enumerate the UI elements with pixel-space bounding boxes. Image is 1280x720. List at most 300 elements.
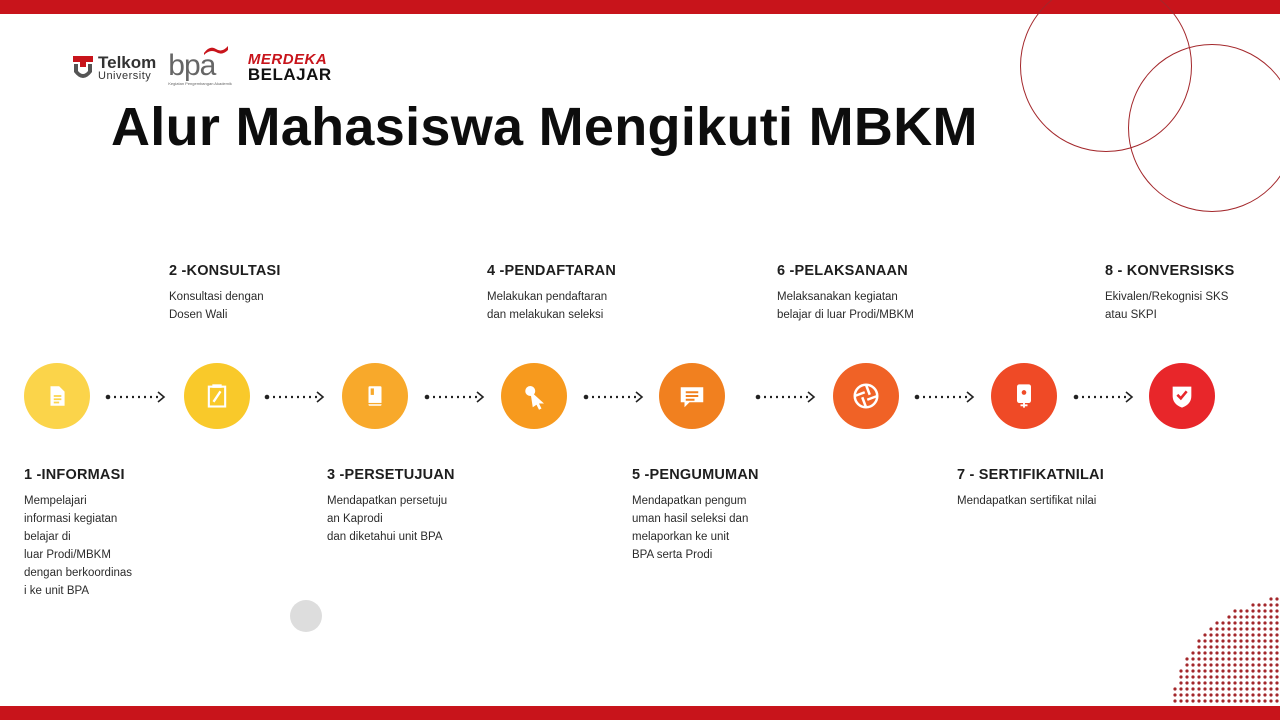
pattern-dot xyxy=(1257,669,1260,672)
pattern-dot xyxy=(1191,681,1194,684)
pattern-dot xyxy=(1209,675,1212,678)
dotted-arrow-icon xyxy=(1073,389,1135,405)
step-8-circle xyxy=(1149,363,1215,429)
pattern-dot xyxy=(1257,645,1260,648)
pattern-dot xyxy=(1185,681,1188,684)
pattern-dot xyxy=(1269,639,1272,642)
pattern-dot xyxy=(1245,699,1248,702)
pattern-dot xyxy=(1215,681,1218,684)
pattern-dot xyxy=(1275,699,1278,702)
step-4-label xyxy=(487,263,616,324)
pattern-dot xyxy=(1245,627,1248,630)
pattern-dot xyxy=(1263,621,1266,624)
step-description-line: uman hasil seleksi dan xyxy=(632,513,749,525)
pattern-dot xyxy=(1227,645,1230,648)
step-8-label xyxy=(1105,263,1235,324)
step-description xyxy=(24,492,132,600)
pattern-dot xyxy=(1251,699,1254,702)
pattern-dot xyxy=(1257,627,1260,630)
pattern-dot xyxy=(1269,675,1272,678)
pattern-dot xyxy=(1227,675,1230,678)
pattern-dot xyxy=(1179,681,1182,684)
pattern-dot xyxy=(1239,693,1242,696)
university-logo-text: University xyxy=(98,70,152,82)
step-3-label xyxy=(327,467,455,546)
pattern-dot xyxy=(1275,627,1278,630)
pattern-dot xyxy=(1269,663,1272,666)
pattern-dot xyxy=(1185,657,1188,660)
pattern-dot xyxy=(1221,663,1224,666)
pattern-dot xyxy=(1209,633,1212,636)
pattern-dot xyxy=(1251,663,1254,666)
pattern-dot xyxy=(1245,681,1248,684)
pattern-dot xyxy=(1227,621,1230,624)
pattern-dot xyxy=(1257,675,1260,678)
decorative-dot-pattern xyxy=(1160,590,1280,706)
step-heading: 7 - SERTIFIKATNILAI xyxy=(957,467,1104,483)
telkom-university-logo xyxy=(72,53,156,83)
step-description-line: informasi kegiatan xyxy=(24,513,118,525)
pattern-dot xyxy=(1233,675,1236,678)
step-7-label xyxy=(957,467,1104,510)
step-2-circle xyxy=(184,363,250,429)
pattern-dot xyxy=(1221,645,1224,648)
pattern-dot xyxy=(1245,609,1248,612)
step-description-line: dan melakukan seleksi xyxy=(487,309,604,321)
pattern-dot xyxy=(1221,693,1224,696)
pattern-dot xyxy=(1221,699,1224,702)
pattern-dot xyxy=(1173,693,1176,696)
pattern-dot xyxy=(1179,699,1182,702)
step-description-line: an Kaprodi xyxy=(327,513,383,525)
pattern-dot xyxy=(1221,687,1224,690)
pattern-dot xyxy=(1251,657,1254,660)
pointer-icon xyxy=(519,381,549,411)
pattern-dot xyxy=(1233,633,1236,636)
step-description-line: Mempelajari xyxy=(24,495,87,507)
pattern-dot xyxy=(1239,675,1242,678)
step-description xyxy=(957,492,1104,510)
pattern-dot xyxy=(1215,669,1218,672)
pattern-dot xyxy=(1263,609,1266,612)
pattern-dot xyxy=(1191,663,1194,666)
pattern-dot xyxy=(1191,651,1194,654)
pattern-dot xyxy=(1227,693,1230,696)
pattern-dot xyxy=(1215,657,1218,660)
step-description-line: Konsultasi dengan xyxy=(169,291,264,303)
pattern-dot xyxy=(1257,621,1260,624)
pattern-dot xyxy=(1251,627,1254,630)
pattern-dot xyxy=(1227,627,1230,630)
pattern-dot xyxy=(1197,639,1200,642)
pattern-dot xyxy=(1227,669,1230,672)
pattern-dot xyxy=(1251,603,1254,606)
pattern-dot xyxy=(1239,645,1242,648)
pattern-dot xyxy=(1221,675,1224,678)
pattern-dot xyxy=(1275,615,1278,618)
pattern-dot xyxy=(1203,693,1206,696)
step-description xyxy=(487,288,616,324)
telkom-logo-text: Telkom xyxy=(98,53,157,72)
pattern-dot xyxy=(1269,657,1272,660)
aperture-icon xyxy=(851,381,881,411)
pattern-dot xyxy=(1197,663,1200,666)
pattern-dot xyxy=(1269,603,1272,606)
pattern-dot xyxy=(1215,675,1218,678)
pattern-dot xyxy=(1173,699,1176,702)
pattern-dot xyxy=(1251,687,1254,690)
pattern-dot xyxy=(1209,681,1212,684)
pattern-dot xyxy=(1263,651,1266,654)
step-description-line: dan diketahui unit BPA xyxy=(327,531,443,543)
pattern-dot xyxy=(1269,621,1272,624)
pattern-dot xyxy=(1263,657,1266,660)
step-heading: 4 -PENDAFTARAN xyxy=(487,263,617,279)
pattern-dot xyxy=(1221,657,1224,660)
pattern-dot xyxy=(1245,669,1248,672)
pattern-dot xyxy=(1227,615,1230,618)
pattern-dot xyxy=(1251,693,1254,696)
step-description-line: dengan berkoordinas xyxy=(24,567,133,579)
cursor-highlight xyxy=(290,600,322,632)
pattern-dot xyxy=(1185,687,1188,690)
pattern-dot xyxy=(1245,639,1248,642)
pattern-dot xyxy=(1203,675,1206,678)
step-1-label xyxy=(24,467,132,600)
pattern-dot xyxy=(1233,627,1236,630)
step-6-circle xyxy=(833,363,899,429)
step-description xyxy=(1105,288,1235,324)
pattern-dot xyxy=(1239,657,1242,660)
bpa-logo xyxy=(168,48,232,86)
step-description xyxy=(632,492,759,564)
pattern-dot xyxy=(1185,699,1188,702)
pattern-dot xyxy=(1269,699,1272,702)
pattern-dot xyxy=(1245,687,1248,690)
step-description-line: BPA serta Prodi xyxy=(632,549,713,561)
pattern-dot xyxy=(1191,693,1194,696)
merdeka-belajar-logo xyxy=(247,50,332,85)
pattern-dot xyxy=(1215,699,1218,702)
pattern-dot xyxy=(1263,663,1266,666)
pattern-dot xyxy=(1263,669,1266,672)
step-description-line: Mendapatkan sertifikat nilai xyxy=(957,495,1097,507)
pattern-dot xyxy=(1257,633,1260,636)
pattern-dot xyxy=(1251,669,1254,672)
dotted-arrow-icon xyxy=(105,389,167,405)
pattern-dot xyxy=(1227,651,1230,654)
step-description-line: Mendapatkan pengum xyxy=(632,495,747,507)
pattern-dot xyxy=(1245,675,1248,678)
shield-check-icon xyxy=(1168,382,1196,410)
pattern-dot xyxy=(1209,651,1212,654)
pattern-dot xyxy=(1221,669,1224,672)
step-5-label xyxy=(632,467,759,564)
pattern-dot xyxy=(1215,687,1218,690)
pattern-dot xyxy=(1215,663,1218,666)
bottom-accent-bar xyxy=(0,706,1280,720)
pattern-dot xyxy=(1239,669,1242,672)
pattern-dot xyxy=(1257,609,1260,612)
pattern-dot xyxy=(1197,657,1200,660)
pattern-dot xyxy=(1203,639,1206,642)
pattern-dot xyxy=(1191,657,1194,660)
pattern-dot xyxy=(1257,699,1260,702)
step-description-line: Mendapatkan persetuju xyxy=(327,495,448,507)
pattern-dot xyxy=(1203,663,1206,666)
logo-bar xyxy=(72,46,332,90)
pattern-dot xyxy=(1257,687,1260,690)
step-description-line: melaporkan ke unit xyxy=(632,531,730,543)
pattern-dot xyxy=(1263,699,1266,702)
pattern-dot xyxy=(1191,699,1194,702)
step-description xyxy=(169,288,281,324)
step-description-line: belajar di luar Prodi/MBKM xyxy=(777,309,914,321)
pattern-dot xyxy=(1257,651,1260,654)
pattern-dot xyxy=(1269,693,1272,696)
pattern-dot xyxy=(1275,681,1278,684)
pattern-dot xyxy=(1275,609,1278,612)
pattern-dot xyxy=(1233,651,1236,654)
dotted-arrow-icon xyxy=(755,389,817,405)
pattern-dot xyxy=(1227,687,1230,690)
dotted-arrow-icon xyxy=(264,389,326,405)
pattern-dot xyxy=(1239,687,1242,690)
pattern-dot xyxy=(1263,639,1266,642)
pattern-dot xyxy=(1197,645,1200,648)
step-description xyxy=(777,288,914,324)
notepad-pencil-icon xyxy=(203,382,231,410)
pattern-dot xyxy=(1233,639,1236,642)
pattern-dot xyxy=(1263,627,1266,630)
pattern-dot xyxy=(1233,645,1236,648)
step-description-line: luar Prodi/MBKM xyxy=(24,549,111,561)
pattern-dot xyxy=(1179,669,1182,672)
pattern-dot xyxy=(1269,615,1272,618)
step-heading: 1 -INFORMASI xyxy=(24,467,125,483)
pattern-dot xyxy=(1275,651,1278,654)
pattern-dot xyxy=(1185,663,1188,666)
step-heading: 6 -PELAKSANAAN xyxy=(777,263,908,279)
book-icon xyxy=(362,383,388,409)
pattern-dot xyxy=(1221,633,1224,636)
step-description-line: Melakukan pendaftaran xyxy=(487,291,608,303)
pattern-dot xyxy=(1233,615,1236,618)
pattern-dot xyxy=(1239,639,1242,642)
pattern-dot xyxy=(1263,687,1266,690)
pattern-dot xyxy=(1239,633,1242,636)
pattern-dot xyxy=(1263,615,1266,618)
pattern-dot xyxy=(1203,681,1206,684)
pattern-dot xyxy=(1275,639,1278,642)
dotted-arrow-icon xyxy=(424,389,486,405)
step-3-circle xyxy=(342,363,408,429)
pattern-dot xyxy=(1257,639,1260,642)
pattern-dot xyxy=(1197,675,1200,678)
pattern-dot xyxy=(1269,687,1272,690)
pattern-dot xyxy=(1245,615,1248,618)
step-heading: 3 -PERSETUJUAN xyxy=(327,467,455,483)
pattern-dot xyxy=(1251,621,1254,624)
pattern-dot xyxy=(1221,681,1224,684)
step-description-line: Melaksanakan kegiatan xyxy=(777,291,898,303)
bpa-logo-subtitle: Kegiatan Pengembangan Akademik xyxy=(168,80,232,86)
pattern-dot xyxy=(1257,663,1260,666)
step-description-line: i ke unit BPA xyxy=(24,585,89,597)
flag-icon xyxy=(202,45,230,55)
dotted-arrow-icon xyxy=(583,389,645,405)
pattern-dot xyxy=(1275,645,1278,648)
pattern-dot xyxy=(1233,609,1236,612)
pattern-dot xyxy=(1269,651,1272,654)
pattern-dot xyxy=(1221,651,1224,654)
pattern-dot xyxy=(1245,663,1248,666)
pattern-dot xyxy=(1239,663,1242,666)
pattern-dot xyxy=(1245,645,1248,648)
pattern-dot xyxy=(1269,633,1272,636)
pattern-dot xyxy=(1275,663,1278,666)
pattern-dot xyxy=(1179,693,1182,696)
pattern-dot xyxy=(1275,687,1278,690)
step-4-circle xyxy=(501,363,567,429)
pattern-dot xyxy=(1257,603,1260,606)
pattern-dot xyxy=(1197,693,1200,696)
pattern-dot xyxy=(1269,681,1272,684)
pattern-dot xyxy=(1221,621,1224,624)
pattern-dot xyxy=(1227,663,1230,666)
bpa-logo-text: bpa xyxy=(168,48,216,82)
pattern-dot xyxy=(1275,621,1278,624)
step-description-line: belajar di xyxy=(24,531,71,543)
pattern-dot xyxy=(1251,639,1254,642)
pattern-dot xyxy=(1233,687,1236,690)
pattern-dot xyxy=(1197,687,1200,690)
pattern-dot xyxy=(1239,615,1242,618)
pattern-dot xyxy=(1239,681,1242,684)
step-1-circle xyxy=(24,363,90,429)
pattern-dot xyxy=(1263,603,1266,606)
pattern-dot xyxy=(1257,615,1260,618)
pattern-dot xyxy=(1251,675,1254,678)
pattern-dot xyxy=(1203,633,1206,636)
merdeka-logo-text: MERDEKA xyxy=(247,50,328,68)
pattern-dot xyxy=(1275,669,1278,672)
pattern-dot xyxy=(1215,621,1218,624)
pattern-dot xyxy=(1233,657,1236,660)
pattern-dot xyxy=(1185,675,1188,678)
pattern-dot xyxy=(1245,621,1248,624)
chat-message-icon xyxy=(677,381,707,411)
pattern-dot xyxy=(1233,663,1236,666)
pattern-dot xyxy=(1257,657,1260,660)
pattern-dot xyxy=(1233,669,1236,672)
pattern-dot xyxy=(1251,681,1254,684)
pattern-dot xyxy=(1263,645,1266,648)
dotted-arrow-icon xyxy=(914,389,976,405)
pattern-dot xyxy=(1215,651,1218,654)
pattern-dot xyxy=(1179,675,1182,678)
step-2-label xyxy=(169,263,281,324)
pattern-dot xyxy=(1209,663,1212,666)
pattern-dot xyxy=(1203,687,1206,690)
pattern-dot xyxy=(1173,687,1176,690)
pattern-dot xyxy=(1251,645,1254,648)
pattern-dot xyxy=(1257,693,1260,696)
pattern-dot xyxy=(1275,693,1278,696)
pattern-dot xyxy=(1191,669,1194,672)
pattern-dot xyxy=(1269,645,1272,648)
pattern-dot xyxy=(1275,603,1278,606)
pattern-dot xyxy=(1197,681,1200,684)
pattern-dot xyxy=(1245,693,1248,696)
pattern-dot xyxy=(1275,675,1278,678)
pattern-dot xyxy=(1251,615,1254,618)
pattern-dot xyxy=(1269,609,1272,612)
pattern-dot xyxy=(1185,669,1188,672)
pattern-dot xyxy=(1197,669,1200,672)
pattern-dot xyxy=(1245,657,1248,660)
pattern-dot xyxy=(1263,675,1266,678)
document-icon xyxy=(44,383,70,409)
pattern-dot xyxy=(1197,651,1200,654)
pattern-dot xyxy=(1257,681,1260,684)
page-title: Alur Mahasiswa Mengikuti MBKM xyxy=(111,97,978,157)
pattern-dot xyxy=(1209,693,1212,696)
pattern-dot xyxy=(1251,651,1254,654)
pattern-dot xyxy=(1179,687,1182,690)
pattern-dot xyxy=(1185,693,1188,696)
pattern-dot xyxy=(1227,639,1230,642)
pattern-dot xyxy=(1215,633,1218,636)
pattern-dot xyxy=(1209,645,1212,648)
pattern-dot xyxy=(1191,675,1194,678)
pattern-dot xyxy=(1269,627,1272,630)
step-5-circle xyxy=(659,363,725,429)
step-description-line: Dosen Wali xyxy=(169,309,228,321)
belajar-logo-text: BELAJAR xyxy=(247,65,332,85)
pattern-dot xyxy=(1251,633,1254,636)
pattern-dot xyxy=(1203,651,1206,654)
step-7-circle xyxy=(991,363,1057,429)
certificate-device-icon xyxy=(1010,382,1038,410)
pattern-dot xyxy=(1233,681,1236,684)
pattern-dot xyxy=(1209,687,1212,690)
pattern-dot xyxy=(1227,699,1230,702)
pattern-dot xyxy=(1209,639,1212,642)
pattern-dot xyxy=(1203,645,1206,648)
telkom-emblem-icon xyxy=(72,53,94,83)
pattern-dot xyxy=(1269,669,1272,672)
pattern-dot xyxy=(1215,639,1218,642)
pattern-dot xyxy=(1251,609,1254,612)
pattern-dot xyxy=(1233,621,1236,624)
pattern-dot xyxy=(1275,657,1278,660)
pattern-dot xyxy=(1263,693,1266,696)
pattern-dot xyxy=(1275,633,1278,636)
step-6-label xyxy=(777,263,914,324)
pattern-dot xyxy=(1215,693,1218,696)
pattern-dot xyxy=(1221,627,1224,630)
pattern-dot xyxy=(1245,633,1248,636)
pattern-dot xyxy=(1215,627,1218,630)
pattern-dot xyxy=(1203,699,1206,702)
pattern-dot xyxy=(1233,699,1236,702)
decorative-ring xyxy=(1128,44,1280,212)
pattern-dot xyxy=(1209,657,1212,660)
pattern-dot xyxy=(1275,597,1278,600)
pattern-dot xyxy=(1233,693,1236,696)
pattern-dot xyxy=(1239,621,1242,624)
